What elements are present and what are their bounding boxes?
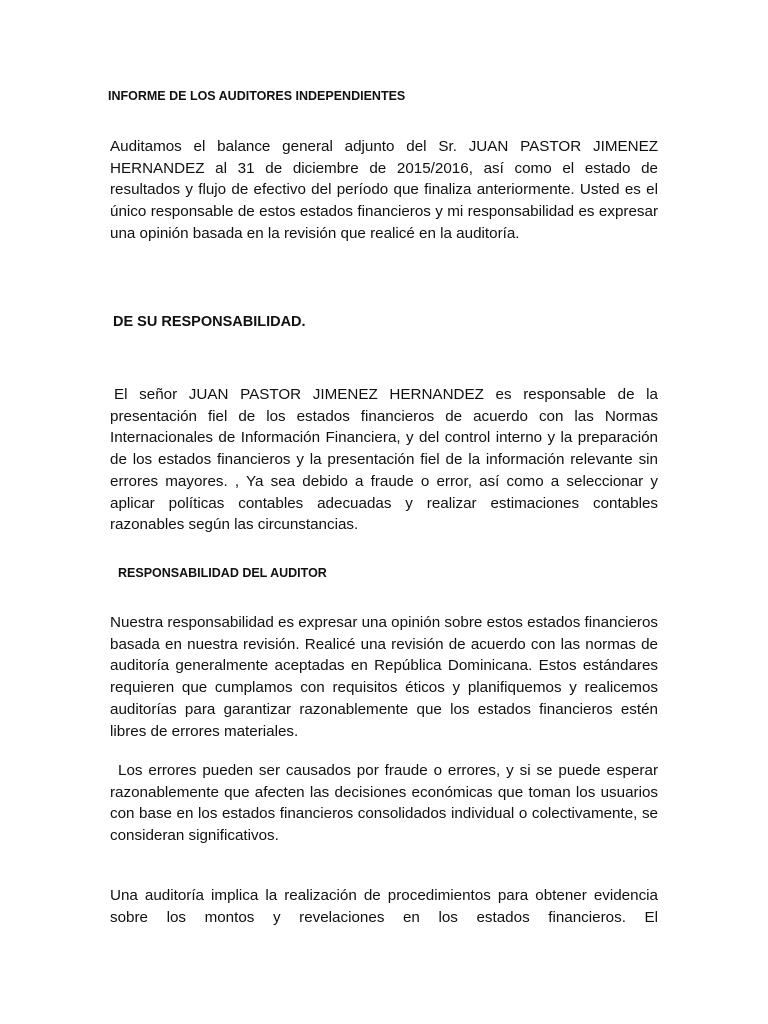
errors-paragraph: Los errores pueden ser causados por fraude o errores, y si se puede esperar razonablemente que afecten las decisiones económicas que toman los usuarios con base en los estados financieros consolidados individual o colectivamente, se consideran significativos. <box>110 762 658 845</box>
section-heading-auditor: RESPONSABILIDAD DEL AUDITOR <box>118 566 327 580</box>
document-title: INFORME DE LOS AUDITORES INDEPENDIENTES <box>108 89 406 103</box>
audit-procedures-paragraph: Una auditoría implica la realización de procedimientos para obtener evidencia sobre los montos y revelaciones en los estados financieros. El <box>110 887 658 926</box>
auditor-responsibility-paragraph: Nuestra responsabilidad es expresar una opinión sobre estos estados financieros basada en nuestra revisión. Realicé una revisión de acuerdo con las normas de auditoría generalmente aceptadas en República Dominicana. Estos estándares requieren que cumplamos con requisitos éticos y planifiquemos y realicemos auditorías para garantizar razonablemente que los estados financieros estén libres de errores materiales. <box>110 614 658 740</box>
responsibility-paragraph: El señor JUAN PASTOR JIMENEZ HERNANDEZ es responsable de la presentación fiel de los estados financieros de acuerdo con las Normas Internacionales de Información Financiera, y del control interno y la preparación de los estados financieros y la presentación fiel de la información relevante sin errores mayores. , Ya sea debido a fraude o error, así como a seleccionar y aplicar políticas contables adecuadas y realizar estimaciones contables razonables según las circunstancias. <box>110 386 658 534</box>
section-heading-responsabilidad: DE SU RESPONSABILIDAD. <box>113 314 306 330</box>
intro-paragraph: Auditamos el balance general adjunto del Sr. JUAN PASTOR JIMENEZ HERNANDEZ al 31 de diciembre de 2015/2016, así como el estado de resultados y flujo de efectivo del período que finaliza anteriormente. Usted es el único responsable de estos estados financieros y mi responsabilidad es expresar una opinión basada en la revisión que realicé en la auditoría. <box>110 138 658 242</box>
